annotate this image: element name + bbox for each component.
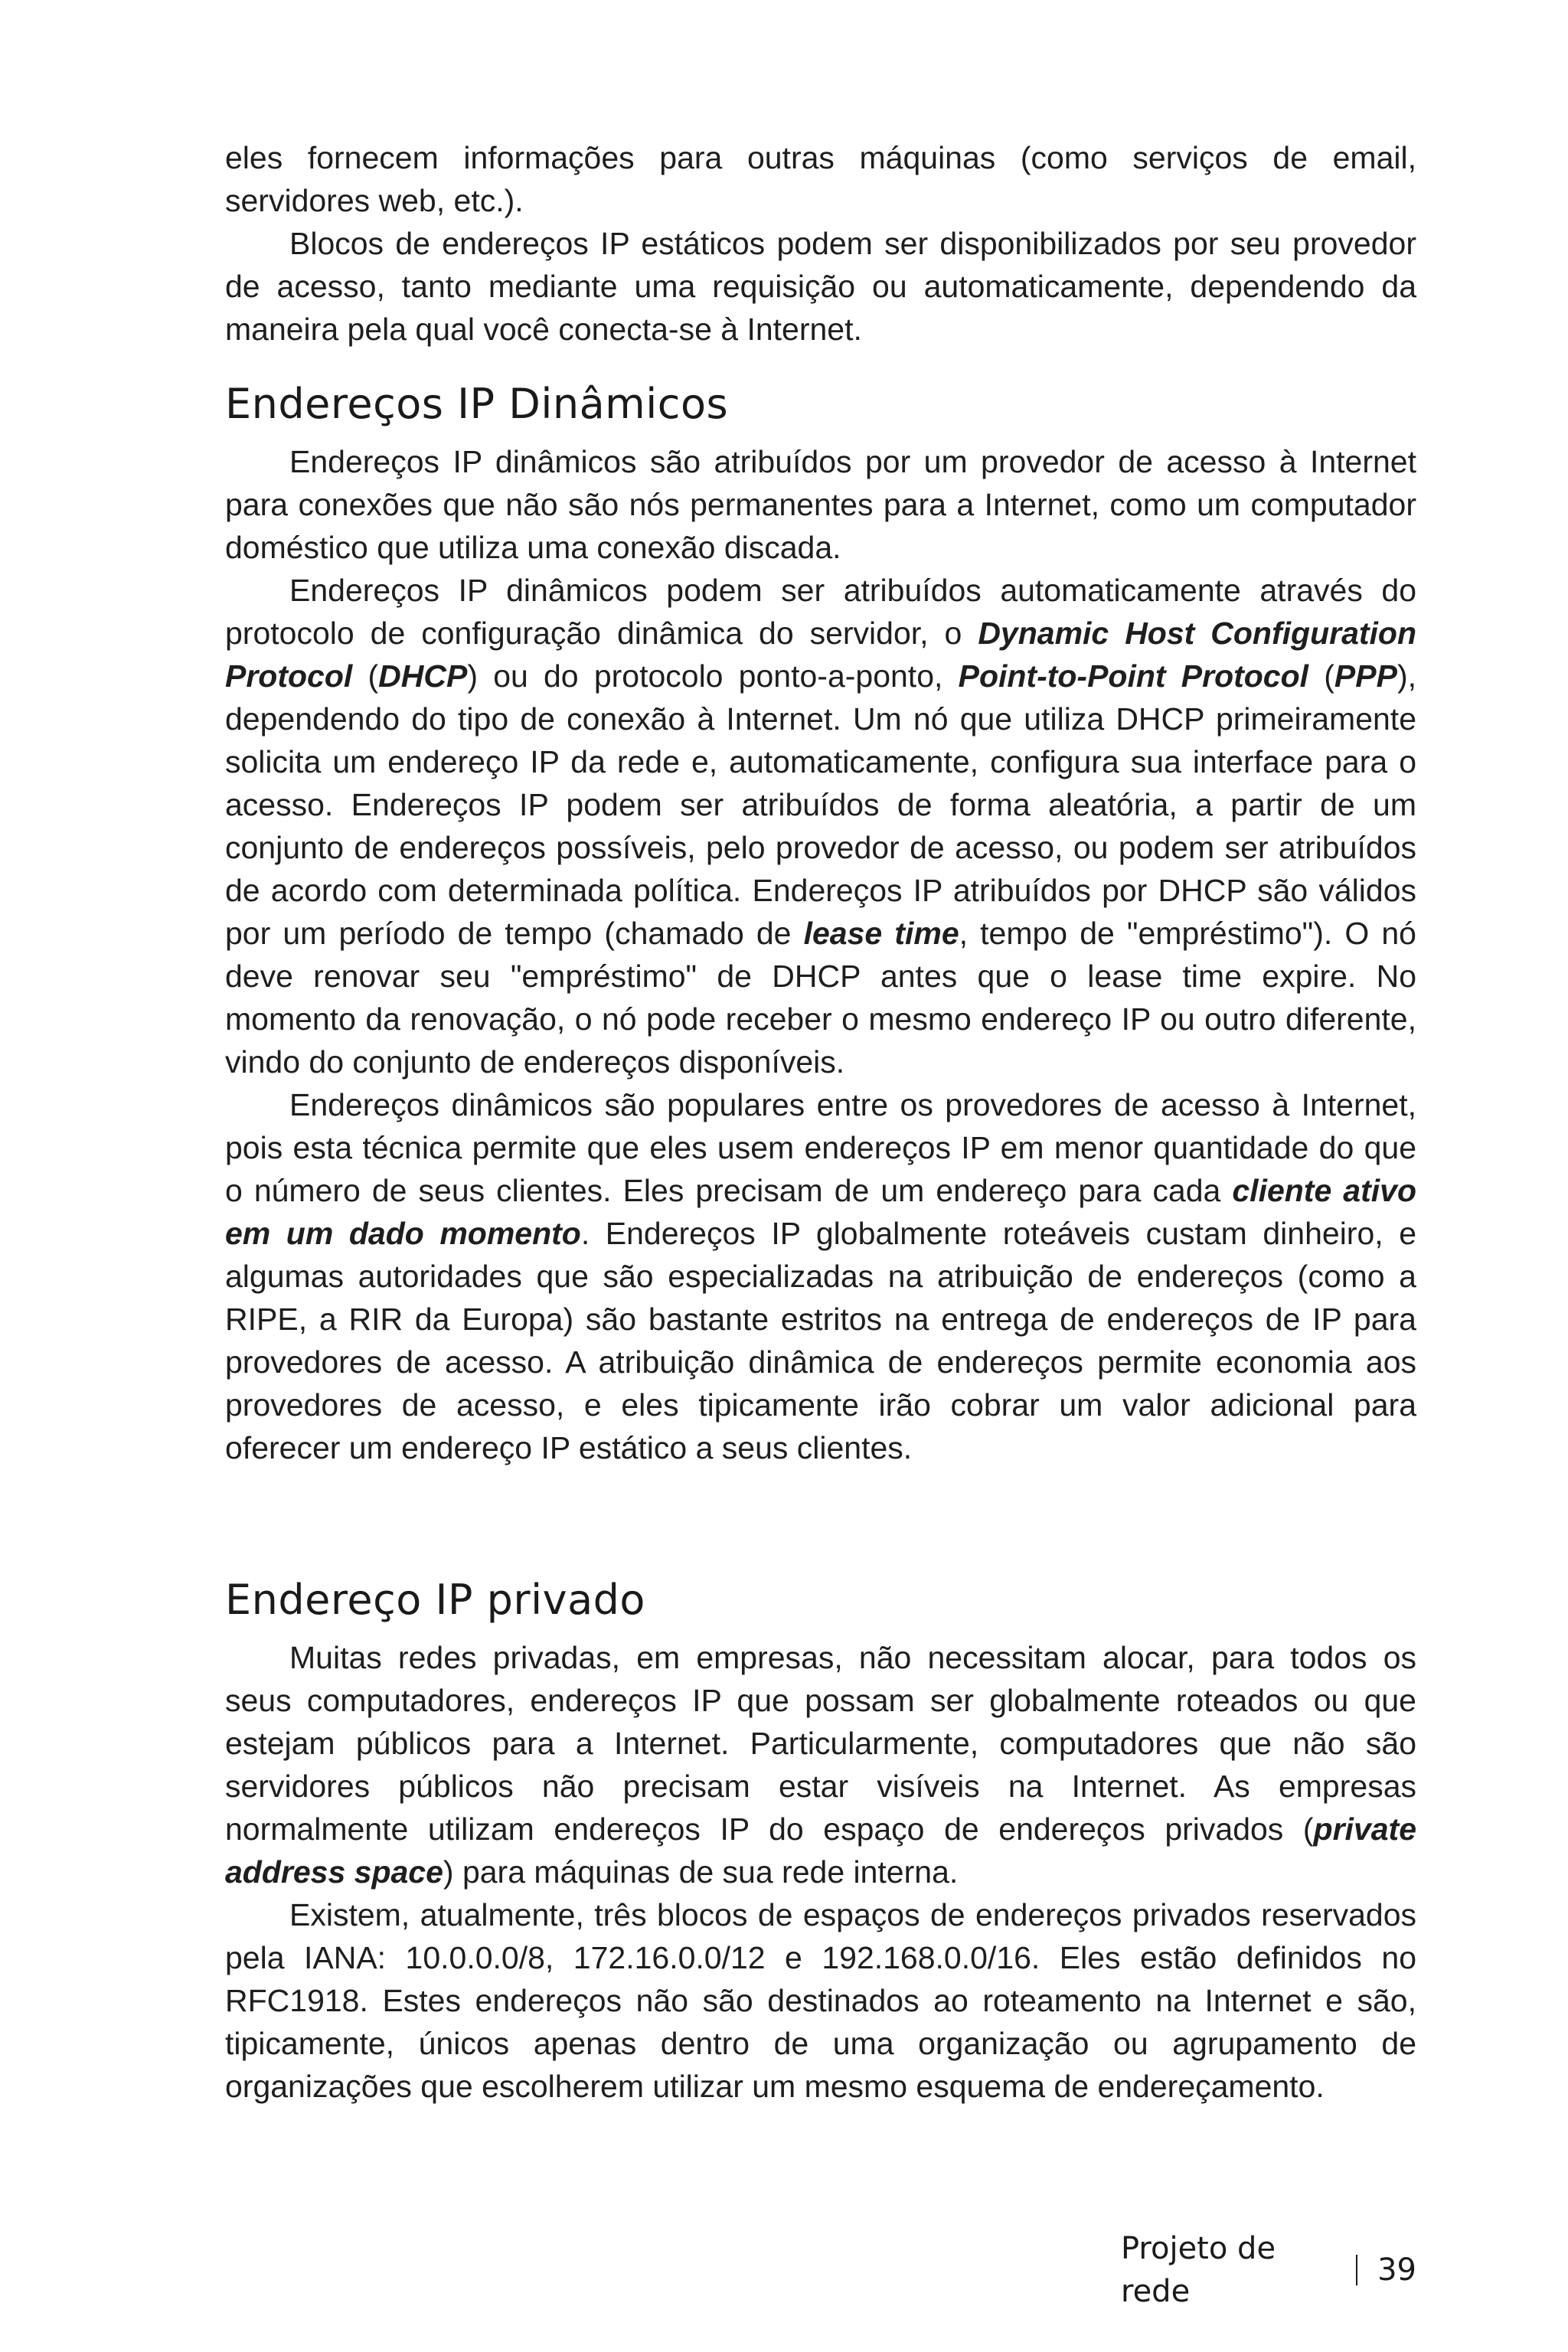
section-title-private-ip: Endereço IP privado: [225, 1576, 645, 1624]
paragraph: [225, 569, 1416, 1083]
text-run: ), dependendo do tipo de conexão à Internet. Um nó que utiliza DHCP primeiramente solicita um endereço IP da rede e, automaticamente, configura sua interface para o acesso. Endereços IP podem ser atribuídos de forma aleatória, a partir de um conjunto de endereços possíveis, pelo provedor de acesso, ou podem ser atribuídos de acordo com determinada política. Endereços IP atribuídos por DHCP são válidos por um período de tempo (chamado de: [225, 658, 1416, 951]
private-ip-text: [225, 1636, 1416, 2108]
footer-separator: [1356, 2255, 1357, 2285]
paragraph: eles fornecem informações para outras máquinas (como serviços de email, servidores web, etc.).: [225, 140, 1416, 218]
term-dhcp: DHCP: [378, 658, 468, 694]
term-private-address-space: private address space: [225, 1811, 1416, 1890]
paragraph: [225, 1083, 1416, 1469]
text-run: , tempo de "empréstimo"). O nó deve renovar seu "empréstimo" de DHCP antes que o lease time expire. No momento da renovação, o nó pode receber o mesmo endereço IP ou outro diferente, vindo do conjunto de endereços disponíveis.: [225, 916, 1416, 1080]
text-run: Muitas redes privadas, em empresas, não necessitam alocar, para todos os seus computadores, endereços IP que possam ser globalmente roteados ou que estejam públicos para a Internet. Particularmente, computadores que não são servidores públicos não precisam estar visíveis na Internet. As empresas normalmente utilizam endereços IP do espaço de endereços privados (: [225, 1640, 1416, 1847]
paragraph: Existem, atualmente, três blocos de espaços de endereços privados reservados pela IANA: 10.0.0.0/8, 172.16.0.0/12 e 192.168.0.0/16. Eles estão definidos no RFC1918. Estes endereços não são destinados ao roteamento na Internet e são, tipicamente, únicos apenas dentro de uma organização ou agrupamento de organizações que escolherem utilizar um mesmo esquema de endereçamento.: [225, 1897, 1416, 2104]
document-page: [225, 136, 1416, 2158]
section-title-dynamic-ip: Endereços IP Dinâmicos: [225, 380, 729, 428]
term-ppp-full: Point-to-Point Protocol: [958, 658, 1309, 694]
text-run: Endereços IP dinâmicos podem ser atribuídos automaticamente através do protocolo de configuração dinâmica do servidor, o: [225, 573, 1416, 651]
term-dhcp-full: Dynamic Host Configuration Protocol: [225, 616, 1416, 694]
text-run: . Endereços IP globalmente roteáveis custam dinheiro, e algumas autoridades que são especializadas na atribuição de endereços (como a RIPE, a RIR da Europa) são bastante estritos na entrega de endereços de IP para provedores de acesso. A atribuição dinâmica de endereços permite economia aos provedores de acesso, e eles tipicamente irão cobrar um valor adicional para oferecer um endereço IP estático a seus clientes.: [225, 1216, 1416, 1465]
text-run: Endereços dinâmicos são populares entre os provedores de acesso à Internet, pois esta técnica permite que eles usem endereços IP em menor quantidade do que o número de seus clientes. Eles precisam de um endereço para cada: [225, 1087, 1416, 1208]
text-run: (: [352, 658, 379, 694]
text-run: ) ou do protocolo ponto-a-ponto,: [467, 658, 959, 694]
paragraph: Blocos de endereços IP estáticos podem ser disponibilizados por seu provedor de acesso, tanto mediante uma requisição ou automaticamente, dependendo da maneira pela qual você conecta-se à Internet.: [225, 226, 1416, 347]
page-footer: [1121, 2231, 1427, 2309]
term-lease-time: lease time: [803, 916, 959, 951]
page-number: 39: [1377, 2252, 1416, 2288]
text-run: ) para máquinas de sua rede interna.: [443, 1854, 959, 1890]
paragraph: [225, 1636, 1416, 1893]
text-run: (: [1308, 658, 1334, 694]
footer-chapter-title: Projeto de rede: [1121, 2231, 1276, 2309]
term-ppp: PPP: [1334, 658, 1397, 694]
dynamic-ip-text: [225, 440, 1416, 1469]
intro-text: [225, 136, 1416, 351]
paragraph: Endereços IP dinâmicos são atribuídos por um provedor de acesso à Internet para conexões que não são nós permanentes para a Internet, como um computador doméstico que utiliza uma conexão discada.: [225, 444, 1416, 565]
term-active-client: cliente ativo em um dado momento: [225, 1173, 1416, 1251]
